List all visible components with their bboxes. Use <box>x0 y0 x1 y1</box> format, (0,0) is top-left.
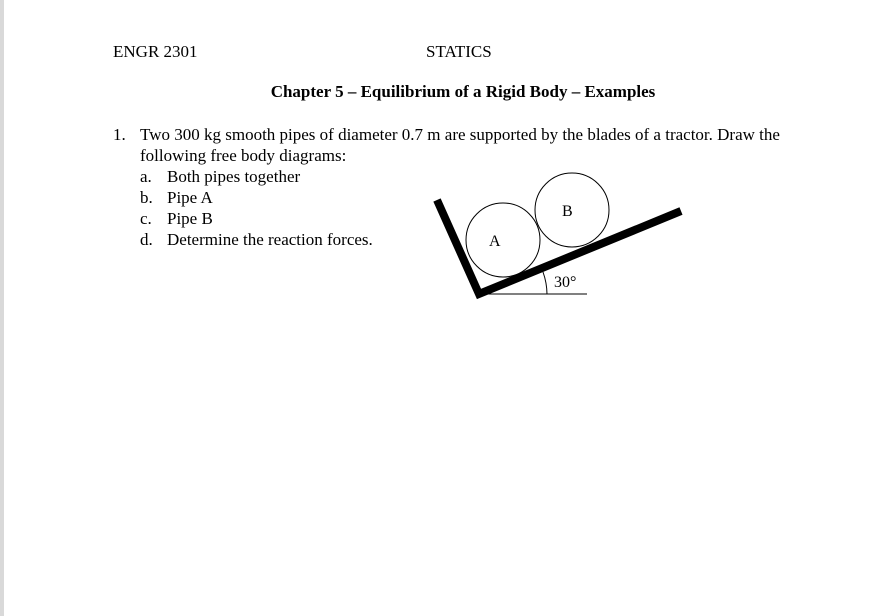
part-marker: d. <box>140 230 153 249</box>
pipe-b-label: B <box>562 203 573 220</box>
part-text: Pipe B <box>167 209 213 228</box>
course-code: ENGR 2301 <box>113 42 198 61</box>
problem-statement: Two 300 kg smooth pipes of diameter 0.7 m are supported by the blades of a tractor. Draw the following free body diagrams: <box>140 125 780 165</box>
part-marker: c. <box>140 209 152 228</box>
pipe-a-label: A <box>489 233 501 250</box>
tractor-blade <box>437 200 681 294</box>
angle-label: 30° <box>554 274 577 291</box>
part-marker: a. <box>140 167 152 186</box>
pipe-b <box>535 173 609 247</box>
part-text: Determine the reaction forces. <box>167 230 373 249</box>
part-marker: b. <box>140 188 153 207</box>
problem-number: 1. <box>113 125 126 144</box>
angle-arc <box>543 272 547 294</box>
course-subject: STATICS <box>426 42 492 61</box>
part-text: Both pipes together <box>167 167 301 186</box>
pipe-a <box>466 203 540 277</box>
page-title: Chapter 5 – Equilibrium of a Rigid Body – Examples <box>270 82 656 101</box>
part-text: Pipe A <box>167 188 213 207</box>
